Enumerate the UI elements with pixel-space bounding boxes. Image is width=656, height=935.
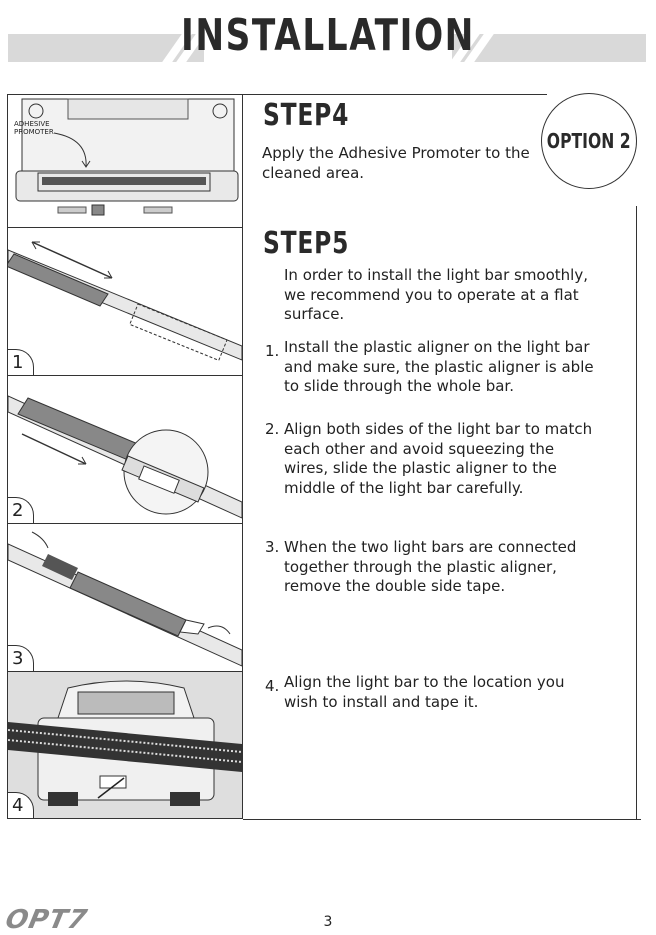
panel-number: 4 bbox=[8, 792, 34, 818]
step4-image bbox=[8, 95, 242, 228]
promoter-label: PROMOTER bbox=[14, 128, 54, 136]
step5-intro: In order to install the light bar smoothly, we recommend you to operate at a flat surface. bbox=[284, 266, 588, 323]
option-badge bbox=[541, 93, 637, 189]
panel-4-image bbox=[8, 672, 242, 819]
panel-3-image bbox=[8, 524, 242, 672]
step4-top-border bbox=[243, 94, 547, 95]
panel-1-image bbox=[8, 228, 242, 376]
right-border bbox=[636, 206, 637, 819]
step-number: 2. bbox=[265, 420, 280, 438]
step-number: 3. bbox=[265, 538, 280, 556]
page-title: INSTALLATION bbox=[181, 10, 475, 61]
step4-text: Apply the Adhesive Promoter to the cleaned area. bbox=[262, 144, 530, 182]
step-number: 1. bbox=[265, 342, 280, 360]
step5-item-1: Install the plastic aligner on the light bar and make sure, the plastic aligner is able to slide through the whole bar. bbox=[284, 338, 594, 395]
panel-number: 2 bbox=[8, 497, 34, 523]
opt7-logo: OPT7 bbox=[2, 905, 91, 935]
step-number: 4. bbox=[265, 677, 280, 695]
step5-title: STEP5 bbox=[263, 226, 350, 261]
adhesive-label: ADHESIVE bbox=[14, 120, 50, 128]
step4-title: STEP4 bbox=[263, 98, 350, 133]
bottom-border bbox=[243, 819, 641, 820]
panel-number: 3 bbox=[8, 645, 34, 671]
panel-number: 1 bbox=[8, 349, 34, 375]
option-badge-label: OPTION 2 bbox=[547, 129, 631, 153]
step5-item-4: Align the light bar to the location you wish to install and tape it. bbox=[284, 673, 565, 711]
step5-item-3: When the two light bars are connected together through the plastic aligner, remove the double side tape. bbox=[284, 538, 577, 595]
panel-2-image bbox=[8, 376, 242, 524]
step5-item-2: Align both sides of the light bar to match each other and avoid squeezing the wires, slide the plastic aligner to the middle of the light bar carefully. bbox=[284, 420, 593, 497]
page-number: 3 bbox=[323, 914, 333, 930]
